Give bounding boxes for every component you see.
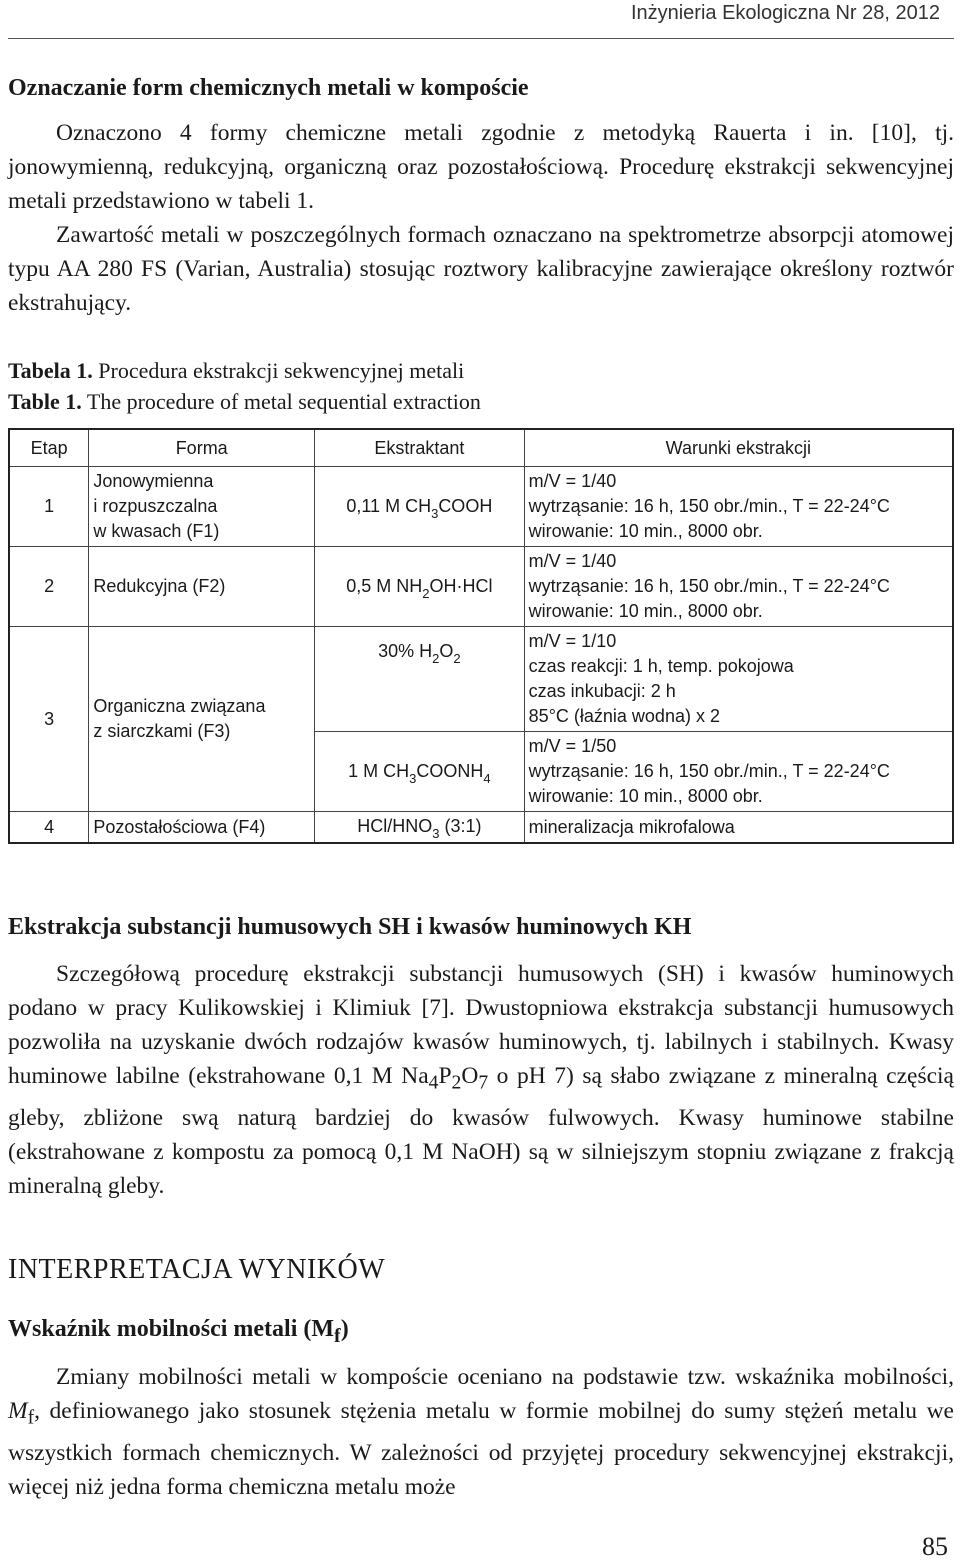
formula-subscript: 3 <box>432 826 440 841</box>
cell-ekstraktant <box>315 812 525 844</box>
cell-etap: 2 <box>9 547 89 627</box>
cell-forma <box>89 627 315 812</box>
table-row <box>9 547 953 627</box>
cell-ekstraktant <box>315 467 525 547</box>
formula-part: COONH <box>416 760 484 781</box>
formula-subscript: 3 <box>431 505 439 521</box>
forma-line: Organiczna związana <box>93 696 266 716</box>
text-part: , definiowanego jako stosunek stężenia metalu w formie mobilnej do sumy stężeń metalu we wszystkich formach chemicznych. W zależności od przyjętej procedury sekwencyjnej ekstrakcji, więcej niż jedna forma chemiczna metalu może <box>8 1398 954 1500</box>
paragraph-mobility <box>8 1360 954 1504</box>
extraction-table <box>8 428 954 844</box>
symbol-m: M <box>8 1398 28 1424</box>
text-part: Szczegółową procedurę ekstrakcji substancji humusowych (SH) i kwasów huminowych podano w pracy Kulikowskiej i Klimiuk [7]. Dwustopniowa ekstrakcja substancji humusowych pozwoliła na uzyskanie dwóch rodzajów kwasów huminowych, tj. labilnych i stabilnych. Kwasy huminowe labilne (ekstrahowane 0,1 M Na <box>8 961 954 1089</box>
paragraph-humus <box>8 957 954 1203</box>
cell-warunki <box>524 467 953 547</box>
table-caption-en-text: The procedure of metal sequential extraction <box>86 389 481 414</box>
table-caption-pl-label: Tabela 1. <box>8 358 93 383</box>
forma-line: w kwasach (F1) <box>93 521 220 541</box>
formula-part: 0,5 M NH <box>346 575 423 596</box>
formula-subscript: 4 <box>483 770 491 786</box>
cell-forma: Redukcyjna (F2) <box>89 547 315 627</box>
table-header-row <box>9 429 953 467</box>
table-row <box>9 812 953 844</box>
warunki-line: czas reakcji: 1 h, temp. pokojowa <box>528 656 794 676</box>
cell-forma <box>89 467 315 547</box>
forma-line: i rozpuszczalna <box>93 496 218 516</box>
symbol-subscript: f <box>27 1407 35 1429</box>
warunki-line: m/V = 1/50 <box>528 736 617 756</box>
table-row <box>9 467 953 547</box>
warunki-line: wirowanie: 10 min., 8000 obr. <box>528 601 763 621</box>
paragraph-spectrometer: Zawartość metali w poszczególnych formach oznaczano na spektrometrze absorpcji atomowej typu AA 280 FS (Varian, Australia) stosując roztwory kalibracyjne zawierające określony roztwór ekstrahujący. <box>8 222 954 316</box>
formula-subscript: 2 <box>432 651 440 666</box>
table-row <box>9 627 953 732</box>
formula-part: 0,11 M CH <box>346 495 432 516</box>
cell-warunki: mineralizacja mikrofalowa <box>524 812 953 844</box>
cell-warunki <box>524 547 953 627</box>
text-part: Zmiany mobilności metali w kompoście oceniano na podstawie tzw. wskaźnika mobilności, <box>56 1364 954 1390</box>
page <box>8 0 954 1564</box>
formula-subscript: 3 <box>409 770 417 786</box>
section-heading-forms: Oznaczanie form chemicznych metali w kompoście <box>8 75 529 101</box>
section1-text <box>8 116 954 320</box>
text-part: O <box>461 1063 479 1089</box>
forma-line: z siarczkami (F3) <box>93 721 231 741</box>
formula-part: OH·HCl <box>429 575 493 596</box>
warunki-line: m/V = 1/40 <box>528 551 617 571</box>
cell-etap: 3 <box>9 627 89 812</box>
cell-warunki <box>524 627 953 732</box>
formula-part: 30% H <box>378 641 433 661</box>
subsection-heading-mobility <box>8 1314 349 1351</box>
warunki-line: wytrząsanie: 16 h, 150 obr./min., T = 22-24°C <box>528 496 890 516</box>
warunki-line: 85°C (łaźnia wodna) x 2 <box>528 706 720 726</box>
heading-subscript: f <box>334 1324 341 1347</box>
warunki-line: wirowanie: 10 min., 8000 obr. <box>528 786 763 806</box>
running-title: Inżynieria Ekologiczna Nr 28, 2012 <box>630 2 940 24</box>
warunki-line: czas inkubacji: 2 h <box>528 681 676 701</box>
warunki-line: wirowanie: 10 min., 8000 obr. <box>528 521 763 541</box>
cell-ekstraktant <box>315 547 525 627</box>
table-caption-pl <box>8 356 464 386</box>
header-rule <box>8 38 954 39</box>
formula-part: HCl/HNO <box>357 816 433 836</box>
formula-part: (3:1) <box>439 816 482 836</box>
warunki-line: wytrząsanie: 16 h, 150 obr./min., T = 22-24°C <box>528 576 890 596</box>
cell-etap: 4 <box>9 812 89 844</box>
table-caption-pl-text: Procedura ekstrakcji sekwencyjnej metali <box>98 358 465 383</box>
header-ekstraktant: Ekstraktant <box>315 429 525 467</box>
forma-line: Jonowymienna <box>93 471 214 491</box>
heading-part: Wskaźnik mobilności metali (M <box>8 1316 335 1342</box>
warunki-line: wytrząsanie: 16 h, 150 obr./min., T = 22-24°C <box>528 761 890 781</box>
cell-forma: Pozostałościowa (F4) <box>89 812 315 844</box>
text-part: o pH 7) są słabo związane z mineralną częścią gleby, zbliżone swą naturą bardziej do kwasów fulwowych. Kwasy huminowe stabilne (ekstrahowane z kompostu za pomocą 0,1 M NaOH) są w silniejszym stopniu związane z frakcją mineralną gleby. <box>8 1063 954 1199</box>
formula-part: O <box>439 641 454 661</box>
section-heading-humus: Ekstrakcja substancji humusowych SH i kwasów huminowych KH <box>8 914 692 940</box>
warunki-line: m/V = 1/10 <box>528 631 617 651</box>
cell-warunki <box>524 732 953 812</box>
table-caption-en <box>8 387 481 417</box>
formula-part: 1 M CH <box>348 760 410 781</box>
main-section-title: INTERPRETACJA WYNIKÓW <box>8 1254 386 1285</box>
cell-ekstraktant <box>315 627 525 732</box>
text-part: P <box>438 1063 452 1089</box>
cell-etap: 1 <box>9 467 89 547</box>
header-forma: Forma <box>89 429 315 467</box>
header-warunki: Warunki ekstrakcji <box>524 429 953 467</box>
formula-subscript: 4 <box>428 1072 439 1094</box>
formula-part: COOH <box>438 495 493 516</box>
header-etap: Etap <box>9 429 89 467</box>
page-number: 85 <box>922 1532 948 1561</box>
table-caption-en-label: Table 1. <box>8 389 82 414</box>
section3-text <box>8 1360 954 1504</box>
formula-subscript: 7 <box>478 1072 489 1094</box>
formula-subscript: 2 <box>451 1072 462 1094</box>
warunki-line: m/V = 1/40 <box>528 471 617 491</box>
heading-part: ) <box>340 1316 349 1342</box>
paragraph-method: Oznaczono 4 formy chemiczne metali zgodnie z metodyką Rauerta i in. [10], tj. jonowymienną, redukcyjną, organiczną oraz pozostałościową. Procedurę ekstrakcji sekwencyjnej metali przedstawiono w tabeli 1. <box>8 120 954 214</box>
formula-subscript: 2 <box>453 651 461 666</box>
formula-subscript: 2 <box>422 585 430 601</box>
cell-ekstraktant <box>315 732 525 812</box>
section2-text <box>8 957 954 1203</box>
